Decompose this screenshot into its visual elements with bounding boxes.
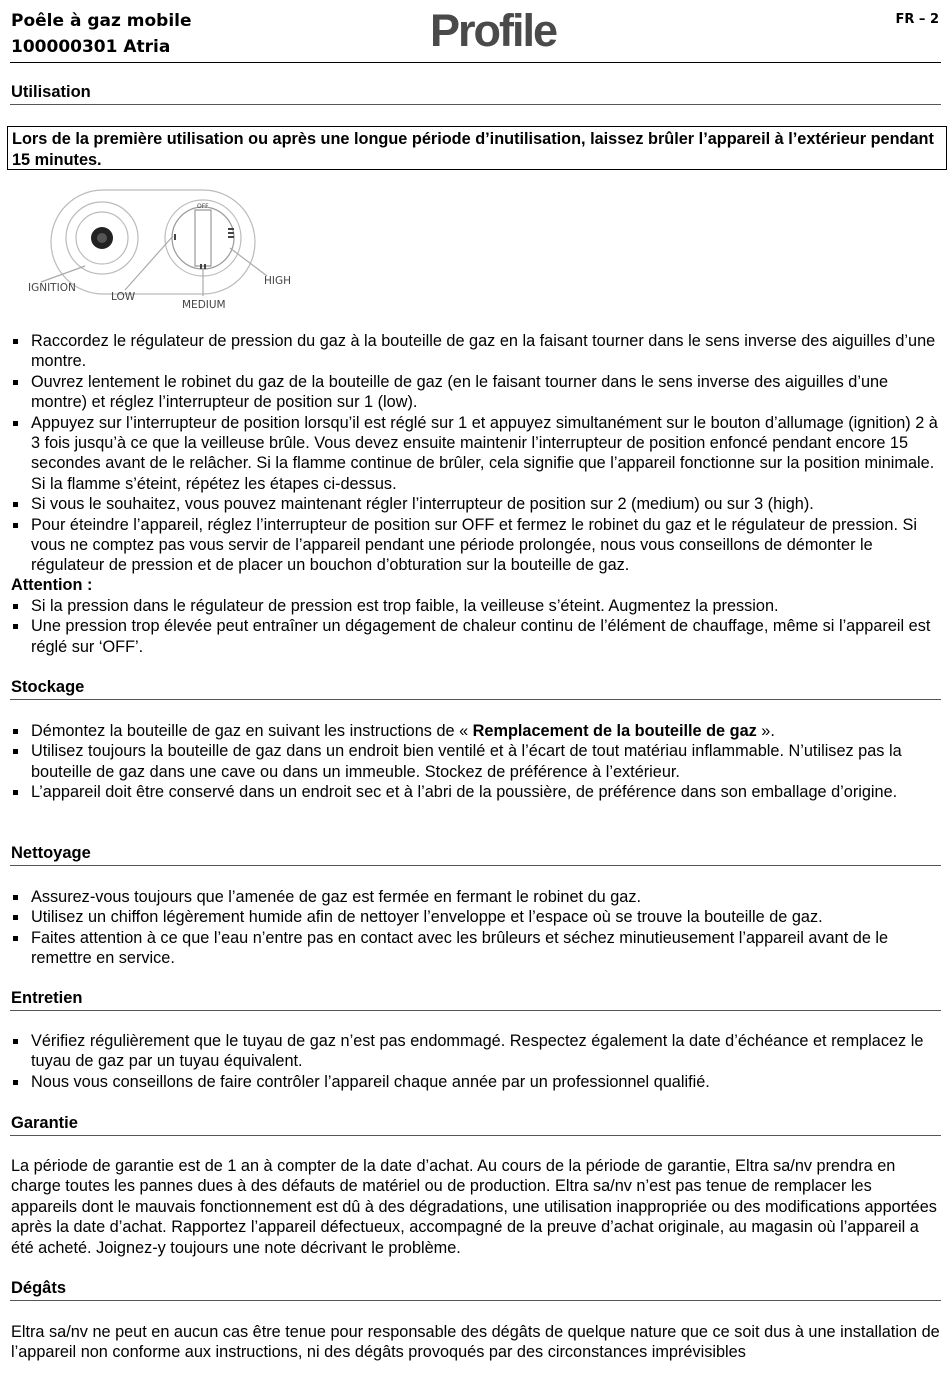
label-high: HIGH [264, 275, 292, 287]
section-title-utilisation: Utilisation [10, 82, 941, 105]
leader-low [125, 236, 173, 290]
knob-ring-inner [172, 207, 234, 269]
list-item: Raccordez le régulateur de pression du gaz à la bouteille de gaz en la faisant tourner dans le sens inverse des aiguilles d’une montre. [10, 331, 941, 372]
list-item: Si la pression dans le régulateur de pression est trop faible, la veilleuse s’éteint. Augmentez la pression. [10, 596, 941, 616]
brand-logo: Profile [430, 5, 557, 56]
usage-steps-list [10, 331, 941, 576]
low-mark-icon [174, 234, 176, 240]
knob-grip [195, 210, 211, 266]
high-mark-icon [228, 228, 234, 238]
knob-off-label: OFF [197, 203, 209, 210]
cross-reference: Remplacement de la bouteille de gaz [472, 722, 757, 740]
list-item: Utilisez toujours la bouteille de gaz dans un endroit bien ventilé et à l’écart de tout matériau inflammable. N’utilisez pas la bouteille de gaz dans une cave ou dans un immeuble. Stockez de préférence à l’extérieur. [10, 741, 941, 782]
storage-list [10, 721, 941, 803]
list-item: Appuyez sur l’interrupteur de position lorsqu’il est réglé sur 1 et appuyez simultanément sur le bouton d’allumage (ignition) 2 à 3 fois jusqu’à ce que la veilleuse brûle. Vous devez ensuite maintenir l’interrupteur de position enfoncé pendant encore 15 secondes avant de le relâcher. Si la flamme continue de brûler, cela signifie que l’appareil fonctionne sur la position minimale. Si la flamme s’éteint, répétez les étapes ci-dessus. [10, 413, 941, 495]
label-medium: MEDIUM [182, 299, 226, 311]
label-ignition: IGNITION [28, 282, 76, 294]
section-title-entretien: Entretien [10, 988, 941, 1011]
product-model: 100000301 Atria [11, 37, 171, 57]
list-item: Pour éteindre l’appareil, réglez l’interrupteur de position sur OFF et fermez le robinet du gaz et le régulateur de pression. Si vous ne comptez pas vous servir de l’appareil pendant une période prolongée, nous vous conseillons de démonter le régulateur de pression et de placer un bouchon d’obturation sur la bouteille de gaz. [10, 515, 941, 576]
warranty-text: La période de garantie est de 1 an à compter de la date d’achat. Au cours de la période de garantie, Eltra sa/nv prendra en charge toutes les pannes dues à des défauts de matériel ou de production. Eltra sa/nv n’est pas tenue de remplacer les appareils dont le mauvais fonctionnement est dû à des dégradations, une utilisation inappropriée ou des modifications apportées après la date d’achat. Rapportez l’appareil défectueux, accompagné de la preuve d’achat originale, au magasin où l’appareil a été acheté. Joignez-y toujours une note décrivant le problème. [11, 1157, 937, 1257]
list-item: Si vous le souhaitez, vous pouvez maintenant régler l’interrupteur de position sur 2 (medium) ou sur 3 (high). [10, 494, 941, 514]
list-item: Vérifiez régulièrement que le tuyau de gaz n’est pas endommagé. Respectez également la date d’échéance et remplacez le tuyau de gaz par un tuyau équivalent. [10, 1031, 941, 1072]
product-name: Poêle à gaz mobile [11, 11, 192, 31]
leader-high [230, 248, 267, 276]
section-title-nettoyage: Nettoyage [10, 843, 941, 866]
damage-text: Eltra sa/nv ne peut en aucun cas être tenue pour responsable des dégâts de quelque nature que ce soit dus à une installation de l’appareil non conforme aux instructions, ni des dégâts provoqués par des circonstances imprévisibles [11, 1323, 940, 1362]
list-item: Ouvrez lentement le robinet du gaz de la bouteille de gaz (en le faisant tourner dans le sens inverse des aiguilles d’une montre) et réglez l’interrupteur de position sur 1 (low). [10, 372, 941, 413]
page-header [10, 6, 941, 63]
control-panel-diagram [25, 186, 300, 312]
maintenance-list [10, 1031, 941, 1092]
list-item: Démontez la bouteille de gaz en suivant les instructions de « Remplacement de la bouteille de gaz ». [10, 721, 941, 741]
list-item: Assurez-vous toujours que l’amenée de gaz est fermée en fermant le robinet du gaz. [10, 887, 941, 907]
attention-list [10, 596, 941, 657]
cleaning-list [10, 887, 941, 969]
section-title-stockage: Stockage [10, 677, 941, 700]
first-use-notice: Lors de la première utilisation ou après une longue période d’inutilisation, laissez brûler l’appareil à l’extérieur pendant 15 minutes. [7, 126, 947, 170]
section-title-garantie: Garantie [10, 1113, 941, 1136]
list-item: Faites attention à ce que l’eau n’entre pas en contact avec les brûleurs et séchez minutieusement l’appareil avant de le remettre en service. [10, 928, 941, 969]
label-low: LOW [111, 291, 136, 303]
list-item: Utilisez un chiffon légèrement humide afin de nettoyer l’enveloppe et l’espace où se trouve la bouteille de gaz. [10, 907, 941, 927]
header-product-info [11, 8, 192, 60]
list-item: Une pression trop élevée peut entraîner un dégagement de chaleur continu de l’élément de chauffage, même si l’appareil est réglé sur ‘OFF’. [10, 616, 941, 657]
page-number: FR – 2 [895, 12, 939, 27]
control-panel-outline [51, 190, 255, 294]
section-title-degats: Dégâts [10, 1278, 941, 1301]
list-item: Nous vous conseillons de faire contrôler l’appareil chaque année par un professionnel qualifié. [10, 1072, 941, 1092]
attention-heading: Attention : [11, 576, 93, 594]
leader-ignition [41, 266, 85, 282]
list-item: L’appareil doit être conservé dans un endroit sec et à l’abri de la poussière, de préférence dans son emballage d’origine. [10, 782, 941, 802]
